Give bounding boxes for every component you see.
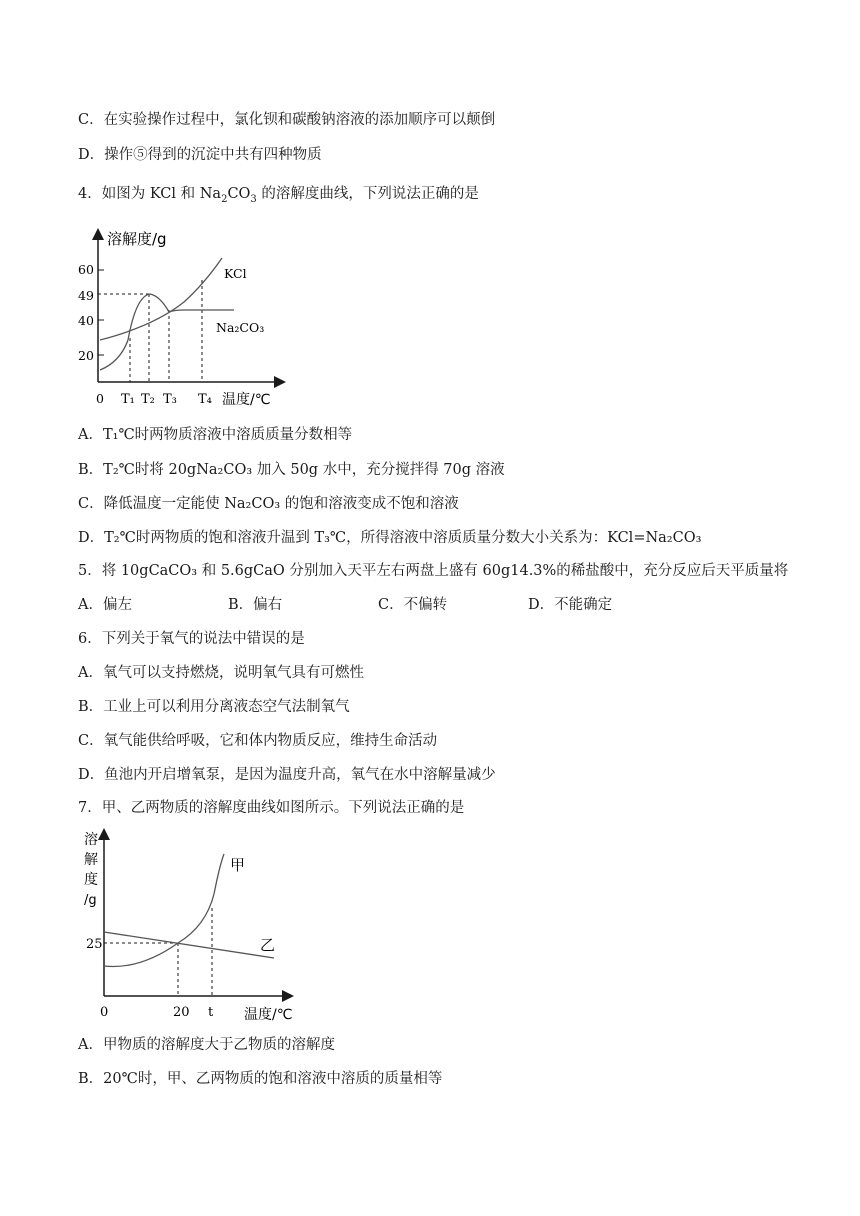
q3-option-c: C．在实验操作过程中，氯化钡和碳酸钠溶液的添加顺序可以颠倒 <box>78 112 496 128</box>
yi-label: 乙 <box>260 936 276 954</box>
x-tick-t3: T₃ <box>163 392 177 407</box>
q5-option-a: A．偏左 <box>78 597 132 613</box>
y-label-3: 度 <box>84 872 98 888</box>
q7-option-a: A．甲物质的溶解度大于乙物质的溶解度 <box>78 1037 335 1053</box>
y-tick-25: 25 <box>86 937 103 952</box>
kcl-label: KCl <box>224 266 247 281</box>
x-axis-label: 温度/℃ <box>244 1007 293 1023</box>
figure-jia-yi-solubility <box>78 824 302 1030</box>
q6-option-d: D．鱼池内开启增氧泵，是因为温度升高，氧气在水中溶解量减少 <box>78 767 496 783</box>
origin-label: 0 <box>100 1005 109 1020</box>
figure-kcl-na2co3-solubility <box>74 222 310 414</box>
q5-options <box>78 595 778 615</box>
y-label-4: /g <box>84 893 97 908</box>
x-tick-t: t <box>208 1005 214 1020</box>
q5-option-c: C．不偏转 <box>378 597 448 613</box>
q5-stem: 5．将 10gCaCO₃ 和 5.6gCaO 分别加入天平左右两盘上盛有 60g14.3%的稀盐酸中，充分反应后天平质量将 <box>78 563 789 579</box>
y-tick-20: 20 <box>78 348 94 363</box>
q4-stem: 4．如图为 KCl 和 $Na_2CO_3$ 的溶解度曲线，下列说法正确的是 <box>78 186 479 205</box>
x-tick-20: 20 <box>173 1005 190 1020</box>
y-tick-49: 49 <box>78 288 94 303</box>
q7-stem: 7．甲、乙两物质的溶解度曲线如图所示。下列说法正确的是 <box>78 800 465 816</box>
origin-label: 0 <box>96 391 104 406</box>
q4-option-b: B．T₂℃时将 20gNa₂CO₃ 加入 50g 水中，充分搅拌得 70g 溶液 <box>78 462 505 478</box>
kcl-curve <box>100 258 222 340</box>
na2co3-label: Na₂CO₃ <box>216 320 265 335</box>
q3-option-d: D．操作⑤得到的沉淀中共有四种物质 <box>78 147 322 163</box>
q6-option-b: B．工业上可以利用分离液态空气法制氧气 <box>78 699 350 715</box>
q4-option-a: A．T₁℃时两物质溶液中溶质质量分数相等 <box>78 427 353 443</box>
q6-option-c: C．氧气能供给呼吸，它和体内物质反应，维持生命活动 <box>78 733 438 749</box>
q6-stem: 6．下列关于氧气的说法中错误的是 <box>78 631 305 647</box>
y-tick-60: 60 <box>78 262 94 277</box>
q7-option-b: B．20℃时，甲、乙两物质的饱和溶液中溶质的质量相等 <box>78 1071 443 1087</box>
na2co3-curve <box>100 294 234 370</box>
q6-option-a: A．氧气可以支持燃烧，说明氧气具有可燃性 <box>78 665 364 681</box>
y-label-1: 溶 <box>84 832 98 848</box>
q5-option-b: B．偏右 <box>228 597 283 613</box>
q5-option-d: D．不能确定 <box>528 597 613 613</box>
x-axis-label: 温度/℃ <box>222 392 271 408</box>
y-axis-label: 溶解度/g <box>107 230 167 248</box>
y-label-2: 解 <box>84 852 98 868</box>
y-tick-40: 40 <box>78 313 94 328</box>
jia-label: 甲 <box>230 856 246 874</box>
x-tick-t4: T₄ <box>198 392 212 407</box>
jia-curve <box>104 854 224 967</box>
q4-option-d: D．T₂℃时两物质的饱和溶液升温到 T₃℃，所得溶液中溶质质量分数大小关系为：KCl=Na₂CO₃ <box>78 530 702 546</box>
x-tick-t2: T₂ <box>141 392 155 407</box>
x-tick-t1: T₁ <box>121 392 135 407</box>
q4-option-c: C．降低温度一定能使 Na₂CO₃ 的饱和溶液变成不饱和溶液 <box>78 496 459 512</box>
